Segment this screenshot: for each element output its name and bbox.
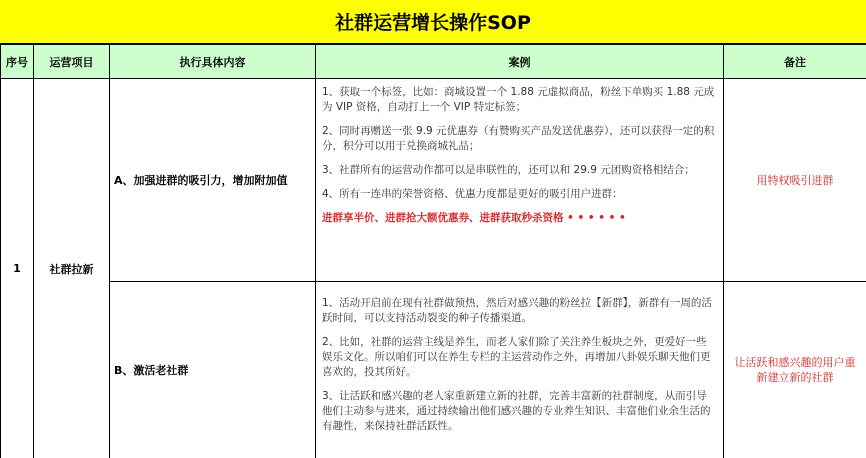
table-row bbox=[1, 79, 866, 282]
content-cell: B、激活老社群 bbox=[110, 282, 316, 458]
sop-table bbox=[0, 44, 866, 458]
header-seq: 序号 bbox=[1, 45, 34, 79]
sheet-title: 社群运营增长操作SOP bbox=[0, 0, 866, 44]
example-line: 2、比如，社群的运营主线是养生，而老人家们除了关注养生板块之外，更爱好一些娱乐文化。所以咱们可以在养生专栏的主运营动作之外，再增加八卦娱乐聊天他们更喜欢的，投其所好。 bbox=[322, 336, 711, 378]
example-line: 2、同时再赠送一张 9.9 元优惠券（有赞购买产品发送优惠券），还可以获得一定的积分，积分可以用于兑换商城礼品； bbox=[322, 125, 715, 152]
header-project: 运营项目 bbox=[34, 45, 110, 79]
header-row bbox=[1, 45, 866, 79]
header-note: 备注 bbox=[724, 45, 866, 79]
note-cell: 用特权吸引进群 bbox=[724, 79, 866, 282]
example-line: 1、获取一个标签，比如：商城设置一个 1.88 元虚拟商品，粉丝下单购买 1.88 元成为 VIP 资格，自动打上一个 VIP 特定标签； bbox=[322, 86, 715, 113]
header-content: 执行具体内容 bbox=[110, 45, 316, 79]
content-cell: A、加强进群的吸引力，增加附加值 bbox=[110, 79, 316, 282]
table-row bbox=[1, 282, 866, 458]
example-line: 1、活动开启前在现有社群做预热，然后对感兴趣的粉丝拉【新群】，新群有一周的活跃时间，可以支持活动裂变的种子传播渠道。 bbox=[322, 297, 712, 324]
note-cell: 让活跃和感兴趣的用户重新建立新的社群 bbox=[724, 282, 866, 458]
example-line: 3、社群所有的运营动作都可以是串联性的，还可以和 29.9 元团购资格相结合； bbox=[322, 164, 695, 176]
example-cell bbox=[316, 282, 724, 458]
project-cell: 社群拉新 bbox=[34, 79, 110, 458]
header-example: 案例 bbox=[316, 45, 724, 79]
example-line: 4、所有一连串的荣誉资格、优惠力度都是更好的吸引用户进群： bbox=[322, 188, 623, 200]
example-cell bbox=[316, 79, 724, 282]
seq-cell: 1 bbox=[1, 79, 34, 458]
example-highlight: 进群享半价、进群抢大额优惠券、进群获取秒杀资格 • • • • • • bbox=[322, 212, 626, 224]
example-line: 3、让活跃和感兴趣的老人家重新建立新的社群，完善丰富新的社群制度，从而引导他们主动参与进来，通过持续输出他们感兴趣的专业养生知识、丰富他们业余生活的有趣性，来保持社群活跃性。 bbox=[322, 390, 711, 432]
